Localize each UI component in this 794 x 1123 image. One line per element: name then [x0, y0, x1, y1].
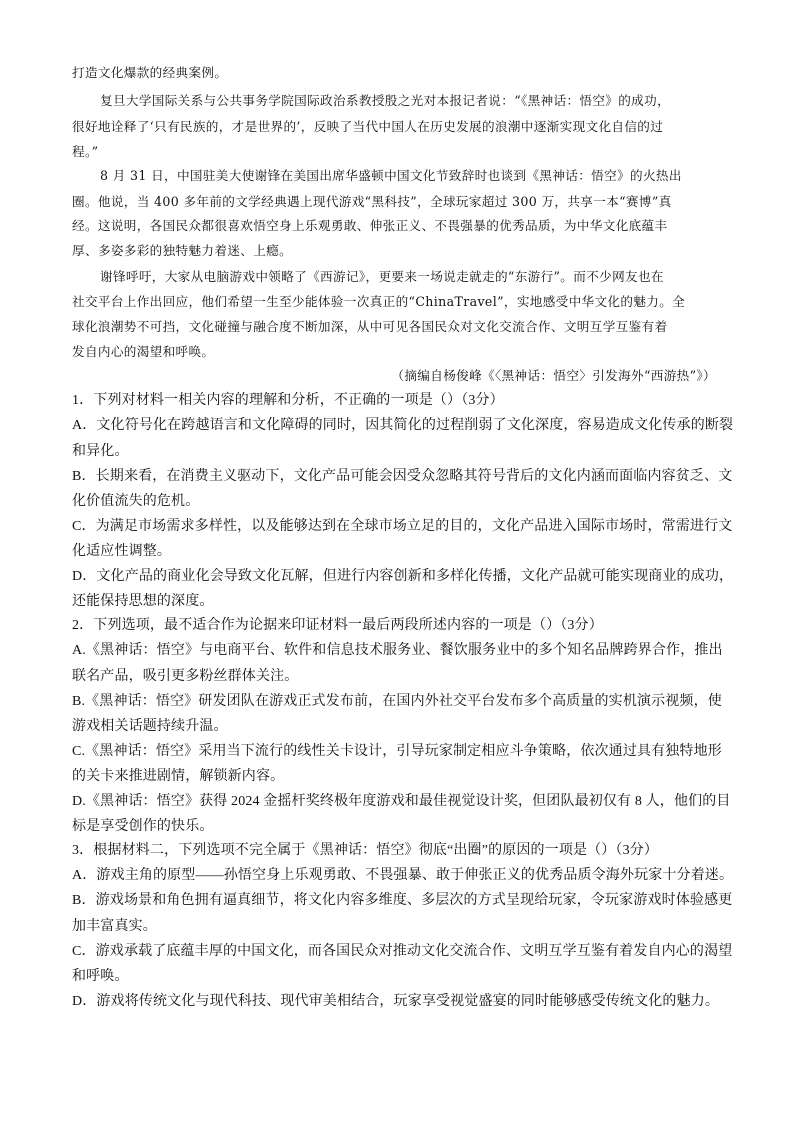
question-3-option-d: D．游戏将传统文化与现代科技、现代审美相结合，玩家享受视觉盛宴的同时能够感受传统文化的魅力。: [72, 994, 720, 1009]
question-2-option-a-cont: 联名产品，吸引更多粉丝群体关注。: [72, 669, 299, 684]
question-1-option-c: C．为满足市场需求多样性，以及能够达到在全球市场立足的目的，文化产品进入国际市场时，常需进行文: [72, 519, 733, 534]
question-3-option-c-cont: 和呼唤。: [72, 969, 129, 984]
question-3-option-a: A．游戏主角的原型——孙悟空身上乐观勇敢、不畏强暴、敢于伸张正义的优秀品质令海外玩家十分着迷。: [72, 868, 734, 883]
question-2-option-d-cont: 标是享受创作的快乐。: [72, 819, 214, 834]
question-2-stem: 2．下列选项，最不适合作为论据来印证材料一最后两段所述内容的一项是（）（3分）: [72, 618, 603, 633]
passage-source: （摘编自杨俊峰《〈黑神话：悟空〉引发海外“西游热”》）: [391, 368, 716, 383]
question-2-option-a: A.《黑神话：悟空》与电商平台、软件和信息技术服务业、餐饮服务业中的多个知名品牌跨界合作，推出: [72, 643, 723, 658]
passage-line: 经。这说明，各国民众都很喜欢悟空身上乐观勇敢、伸张正义、不畏强暴的优秀品质，为中华文化底蕴丰: [72, 218, 668, 233]
question-1-option-c-cont: 化适应性调整。: [72, 544, 172, 559]
question-1-option-a: A．文化符号化在跨越语言和文化障碍的同时，因其简化的过程削弱了文化深度，容易造成文化传承的断裂: [72, 418, 734, 433]
question-2-option-c: C.《黑神话：悟空》采用当下流行的线性关卡设计，引导玩家制定相应斗争策略，依次通过具有独特地形: [72, 744, 722, 759]
passage-line: 程。”: [72, 144, 99, 159]
question-1-option-b-cont: 化价值流失的危机。: [72, 494, 200, 509]
question-3-option-c: C．游戏承载了底蕴丰厚的中国文化，而各国民众对推动文化交流合作、文明互学互鉴有着发自内心的渴望: [72, 944, 733, 959]
question-2-option-b: B.《黑神话：悟空》研发团队在游戏正式发布前，在国内外社交平台发布多个高质量的实机演示视频，使: [72, 694, 722, 709]
question-1-option-d: D．文化产品的商业化会导致文化瓦解，但进行内容创新和多样化传播，文化产品就可能实现商业的成功，: [72, 569, 734, 584]
passage-line: 谢锋呼吁，大家从电脑游戏中领略了《西游记》，更要来一场说走就走的“东游行”。而不少网友也在: [100, 269, 664, 284]
question-1-option-a-cont: 和异化。: [72, 444, 129, 459]
passage-line: 打造文化爆款的经典案例。: [72, 65, 228, 80]
passage-line: 8 月 31 日，中国驻美大使谢锋在美国出席华盛顿中国文化节致辞时也谈到《黑神话：悟空》的火热出: [100, 168, 682, 183]
passage-line: 球化浪潮势不可挡，文化碰撞与融合度不断加深，从中可见各国民众对文化交流合作、文明互学互鉴有着: [72, 319, 668, 334]
passage-line: 圈。他说，当 400 多年前的文学经典遇上现代游戏“黑科技”，全球玩家超过 300 万，共享一本“赛博”真: [72, 194, 672, 209]
question-3-option-b-cont: 加丰富真实。: [72, 919, 157, 934]
question-1-stem: 1．下列对材料一相关内容的理解和分析，不正确的一项是（）（3分）: [72, 393, 504, 408]
question-2-option-d: D.《黑神话：悟空》获得 2024 金摇杆奖终极年度游戏和最佳视觉设计奖，但团队最初仅有 8 人，他们的目: [72, 794, 731, 809]
question-3-stem: 3．根据材料二，下列选项不完全属于《黑神话：悟空》彻底“出圈”的原因的一项是（）（3分）: [72, 843, 659, 858]
question-1-option-b: B．长期来看，在消费主义驱动下，文化产品可能会因受众忽略其符号背后的文化内涵而面临内容贫乏、文: [72, 469, 733, 484]
passage-line: 社交平台上作出回应，他们希望一生至少能体验一次真正的“ChinaTravel”，实地感受中华文化的魅力。全: [72, 294, 686, 309]
passage-line: 发自内心的渴望和呼唤。: [72, 344, 215, 359]
question-2-option-c-cont: 的关卡来推进剧情，解锁新内容。: [72, 769, 285, 784]
passage-line: 很好地诠释了‘只有民族的，才是世界的’，反映了当代中国人在历史发展的浪潮中逐渐实现文化自信的过: [72, 119, 664, 134]
passage-line: 复旦大学国际关系与公共事务学院国际政治系教授殷之光对本报记者说：“《黑神话：悟空》的成功，: [100, 93, 671, 108]
question-1-option-d-cont: 还能保持思想的深度。: [72, 594, 214, 609]
question-3-option-b: B．游戏场景和角色拥有逼真细节，将文化内容多维度、多层次的方式呈现给玩家，令玩家游戏时体验感更: [72, 893, 733, 908]
question-2-option-b-cont: 游戏相关话题持续升温。: [72, 719, 228, 734]
passage-line: 厚、多姿多彩的独特魅力着迷、上瘾。: [72, 243, 293, 258]
